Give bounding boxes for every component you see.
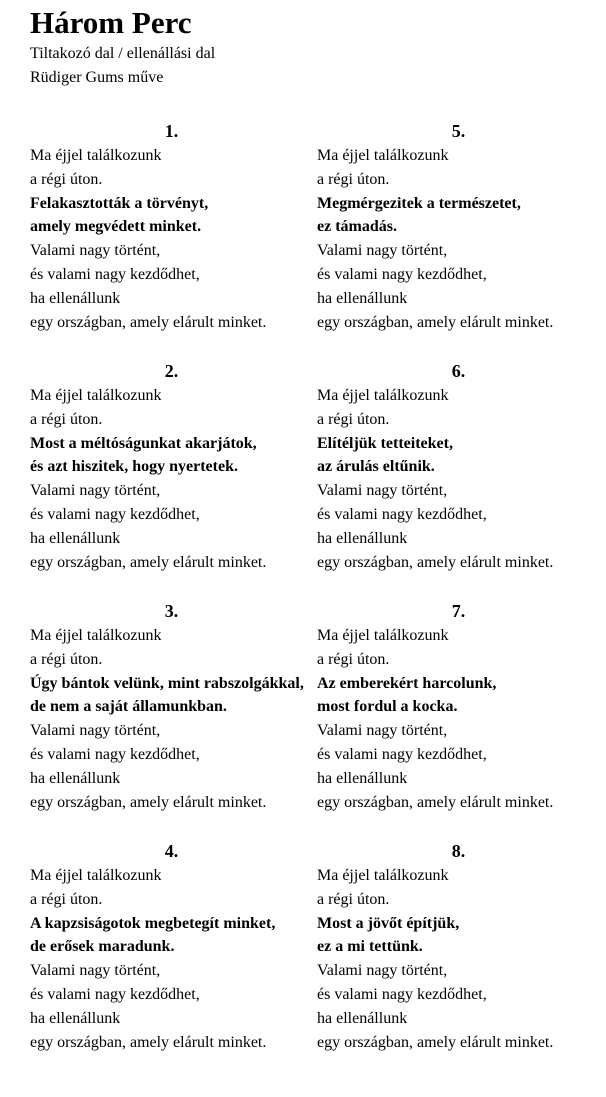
song-subtitle: Tiltakozó dal / ellenállási dal — [30, 45, 216, 62]
refrain-line: ha ellenállunk — [317, 769, 408, 787]
verse-1 — [30, 120, 313, 334]
verse-bold-line: de nem a saját államunkban. — [30, 698, 227, 716]
verse-number: 7. — [451, 601, 466, 621]
song-author: Rüdiger Gums műve — [30, 69, 164, 86]
refrain-line: egy országban, amely elárult minket. — [317, 313, 554, 331]
song-title: Három Perc — [30, 5, 192, 40]
refrain-line: ha ellenállunk — [30, 289, 121, 307]
verse-8 — [317, 840, 600, 1054]
refrain-line: ha ellenállunk — [317, 529, 408, 547]
verse-bold-line: ez a mi tettünk. — [317, 938, 423, 956]
refrain-line: és valami nagy kezdődhet, — [317, 745, 487, 763]
refrain-line: ha ellenállunk — [30, 769, 121, 787]
refrain-line: a régi úton. — [30, 650, 103, 668]
refrain-line: a régi úton. — [317, 410, 390, 428]
refrain-line: és valami nagy kezdődhet, — [317, 265, 487, 283]
refrain-line: Valami nagy történt, — [30, 242, 161, 260]
verse-number: 3. — [164, 601, 179, 621]
refrain-line: Ma éjjel találkozunk — [30, 147, 162, 164]
verse-bold-line: Most a jövőt építjük, — [317, 914, 460, 932]
verse-bold-line: Elítéljük tetteiteket, — [317, 434, 453, 452]
verse-4 — [30, 840, 313, 1054]
verse-5 — [317, 120, 600, 334]
verse-bold-line: ez támadás. — [317, 218, 397, 236]
refrain-line: Valami nagy történt, — [317, 962, 448, 980]
refrain-line: a régi úton. — [30, 410, 103, 428]
refrain-line: Valami nagy történt, — [317, 242, 448, 260]
refrain-line: a régi úton. — [30, 170, 103, 188]
refrain-line: ha ellenállunk — [30, 1009, 121, 1027]
refrain-line: egy országban, amely elárult minket. — [30, 793, 267, 811]
verse-bold-line: most fordul a kocka. — [317, 698, 458, 716]
verse-bold-line: Most a méltóságunkat akarjátok, — [30, 434, 257, 452]
verse-2 — [30, 360, 313, 574]
refrain-line: a régi úton. — [317, 890, 390, 908]
verse-number: 6. — [451, 361, 466, 381]
refrain-line: Valami nagy történt, — [30, 482, 161, 500]
refrain-line: Valami nagy történt, — [30, 722, 161, 740]
refrain-line: a régi úton. — [317, 650, 390, 668]
refrain-line: Valami nagy történt, — [317, 482, 448, 500]
refrain-line: egy országban, amely elárult minket. — [317, 793, 554, 811]
refrain-line: egy országban, amely elárult minket. — [30, 1033, 267, 1051]
refrain-line: a régi úton. — [30, 890, 103, 908]
verse-number: 2. — [164, 361, 179, 381]
verse-number: 1. — [164, 121, 179, 141]
refrain-line: ha ellenállunk — [30, 529, 121, 547]
refrain-line: Valami nagy történt, — [30, 962, 161, 980]
refrain-line: egy országban, amely elárult minket. — [317, 553, 554, 571]
refrain-line: Ma éjjel találkozunk — [30, 867, 162, 884]
refrain-line: és valami nagy kezdődhet, — [317, 985, 487, 1003]
verse-bold-line: Felakasztották a törvényt, — [30, 194, 209, 212]
refrain-line: Ma éjjel találkozunk — [317, 627, 449, 644]
verse-bold-line: Úgy bántok velünk, mint rabszolgákkal, — [30, 674, 304, 692]
refrain-line: és valami nagy kezdődhet, — [30, 505, 200, 523]
verse-bold-line: az árulás eltűnik. — [317, 458, 435, 476]
verse-bold-line: amely megvédett minket. — [30, 218, 202, 236]
refrain-line: és valami nagy kezdődhet, — [30, 745, 200, 763]
verse-bold-line: A kapzsiságotok megbetegít minket, — [30, 914, 276, 932]
verse-6 — [317, 360, 600, 574]
verse-bold-line: Megmérgezitek a természetet, — [317, 194, 521, 212]
verse-number: 4. — [164, 841, 179, 861]
refrain-line: egy országban, amely elárult minket. — [30, 553, 267, 571]
verse-number: 8. — [451, 841, 466, 861]
refrain-line: ha ellenállunk — [317, 1009, 408, 1027]
verse-3 — [30, 600, 313, 814]
refrain-line: Ma éjjel találkozunk — [30, 627, 162, 644]
refrain-line: egy országban, amely elárult minket. — [317, 1033, 554, 1051]
refrain-line: és valami nagy kezdődhet, — [317, 505, 487, 523]
refrain-line: Valami nagy történt, — [317, 722, 448, 740]
refrain-line: ha ellenállunk — [317, 289, 408, 307]
verse-7 — [317, 600, 600, 814]
refrain-line: és valami nagy kezdődhet, — [30, 265, 200, 283]
verse-bold-line: Az emberekért harcolunk, — [317, 674, 497, 692]
verse-bold-line: de erősek maradunk. — [30, 938, 175, 956]
verse-number: 5. — [451, 121, 466, 141]
refrain-line: Ma éjjel találkozunk — [30, 387, 162, 404]
refrain-line: és valami nagy kezdődhet, — [30, 985, 200, 1003]
verse-bold-line: és azt hiszitek, hogy nyertetek. — [30, 458, 238, 476]
refrain-line: Ma éjjel találkozunk — [317, 147, 449, 164]
refrain-line: a régi úton. — [317, 170, 390, 188]
refrain-line: egy országban, amely elárult minket. — [30, 313, 267, 331]
refrain-line: Ma éjjel találkozunk — [317, 867, 449, 884]
refrain-line: Ma éjjel találkozunk — [317, 387, 449, 404]
